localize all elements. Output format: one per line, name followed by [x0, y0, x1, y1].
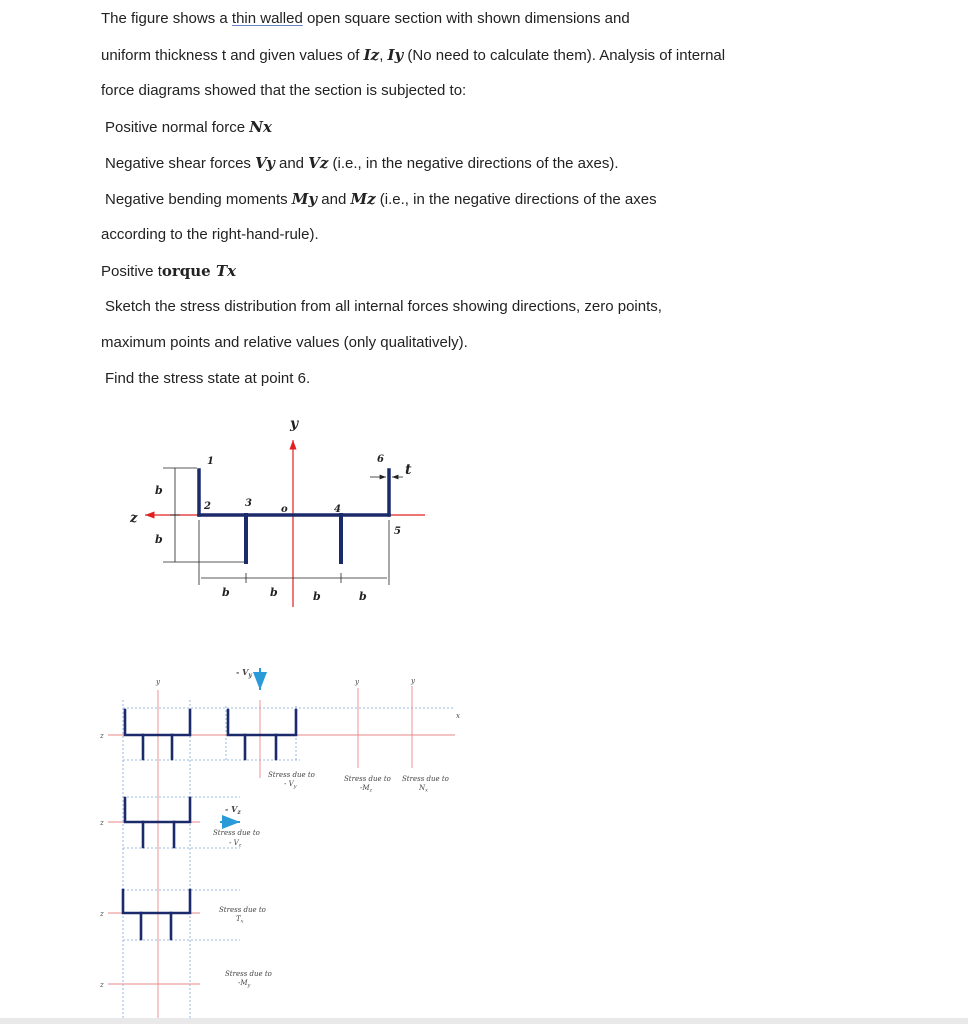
point-2-label: 2	[204, 501, 211, 512]
caption-tx-title: Stress due to	[219, 906, 266, 914]
line1-post: open square section with shown dimensions and	[302, 10, 630, 27]
v-pre: Negative shear forces	[105, 155, 256, 172]
var-vz: Vz	[308, 154, 329, 172]
axis-z-label: z	[130, 511, 138, 526]
var-iy: Iy	[387, 46, 404, 64]
dimension-lines	[163, 468, 403, 585]
torque-line	[101, 262, 236, 281]
vz-force-label: - $V_z$	[225, 804, 241, 816]
diagram-axes	[108, 686, 455, 1018]
moment-line-cont: according to the right-hand-rule).	[101, 226, 319, 243]
line2-pre: uniform thickness t and given values of	[101, 47, 364, 64]
line1-pre: The figure shows a	[101, 10, 232, 27]
caption-vz-title: Stress due to	[213, 829, 260, 837]
var-vy: Vy	[255, 154, 275, 172]
point-1-label: 1	[207, 456, 214, 467]
var-nx: Nx	[249, 118, 272, 136]
small-z-2: z	[100, 819, 104, 827]
var-my: My	[291, 190, 318, 208]
problem-line-1	[101, 10, 630, 28]
nx-pre: Positive normal force	[105, 119, 250, 136]
vy-force-label: - $V_y$	[236, 667, 252, 679]
v-post: (i.e., in the negative directions of the axes).	[328, 155, 619, 172]
dim-b-h2: b	[270, 586, 278, 599]
thickness-label: t	[405, 462, 412, 478]
small-z-1: z	[100, 732, 104, 740]
t-word: orque	[161, 262, 216, 280]
dim-b-h3: b	[313, 590, 321, 603]
m-and: and	[317, 191, 351, 208]
m-post: (i.e., in the negative directions of the axes	[375, 191, 657, 208]
sketch-line-1: Sketch the stress distribution from all internal forces showing directions, zero points,	[105, 298, 662, 315]
caption-nx-case: $N_x$	[419, 784, 428, 794]
caption-vy-case: - $V_y$	[284, 780, 297, 790]
small-z-4: z	[100, 981, 104, 989]
small-y-3: y	[411, 677, 415, 685]
point-o-label: o	[281, 504, 288, 515]
caption-vy-title: Stress due to	[268, 771, 315, 779]
m-pre: Negative bending moments	[105, 191, 292, 208]
line2-post: (No need to calculate them). Analysis of internal	[403, 47, 726, 64]
caption-tx-case: $T_x$	[236, 915, 244, 925]
caption-my-title: Stress due to	[225, 970, 272, 978]
thin-walled-link[interactable]: thin walled	[231, 10, 303, 27]
v-and: and	[274, 155, 309, 172]
dim-b-h1: b	[222, 586, 230, 599]
dim-b-h4: b	[359, 590, 367, 603]
find-line: Find the stress state at point 6.	[105, 370, 311, 387]
var-mz: Mz	[350, 190, 376, 208]
point-5-label: 5	[394, 526, 401, 537]
small-y-1: y	[156, 678, 160, 686]
caption-vz-case: - $V_z$	[229, 839, 242, 849]
dim-b-lower: b	[155, 533, 163, 546]
caption-nx-title: Stress due to	[402, 775, 449, 783]
axis-y-label: y	[290, 416, 299, 432]
problem-line-3: force diagrams showed that the section is subjected to:	[101, 82, 467, 99]
nx-line	[105, 118, 272, 137]
dim-b-upper: b	[155, 484, 163, 497]
caption-mz-case: $-M_z$	[360, 784, 373, 794]
problem-line-2	[101, 46, 725, 65]
small-x: x	[456, 712, 460, 720]
dotted-guides	[123, 700, 455, 1020]
var-iz: Iz	[363, 46, 380, 64]
caption-mz-title: Stress due to	[344, 775, 391, 783]
caption-my-case: $-M_y$	[238, 979, 251, 989]
page-bottom-edge	[0, 1018, 968, 1024]
t-pre: Positive t	[101, 263, 162, 280]
moment-line	[105, 190, 657, 209]
point-3-label: 3	[245, 498, 252, 509]
var-tx: Tx	[215, 262, 237, 280]
point-4-label: 4	[334, 504, 341, 515]
small-z-3: z	[100, 910, 104, 918]
small-y-2: y	[355, 678, 359, 686]
diagram-sections	[123, 710, 296, 939]
point-6-label: 6	[377, 454, 384, 465]
line2-sep: ,	[379, 47, 388, 64]
shear-line	[105, 154, 619, 173]
sketch-line-2: maximum points and relative values (only qualitatively).	[101, 334, 468, 351]
section-walls	[199, 470, 389, 562]
